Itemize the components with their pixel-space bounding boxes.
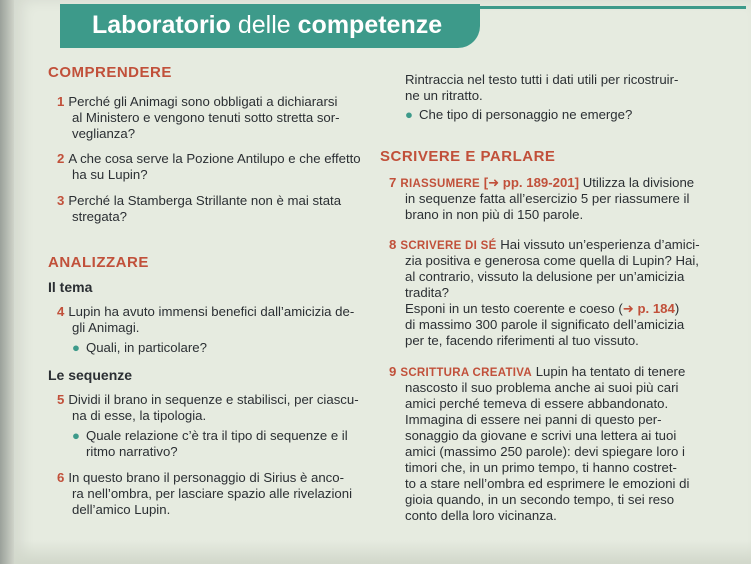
intro-bullet: ● Che tipo di personaggio ne emerge? <box>405 107 633 122</box>
bullet-icon: ● <box>405 107 413 122</box>
section-comprendere: COMPRENDERE <box>48 64 172 81</box>
question-4-line-1: 4 Lupin ha avuto immensi benefici dall’amicizia de- <box>57 304 355 319</box>
question-6-line-1: 6 In questo brano il personaggio di Sirius è anco- <box>57 470 344 485</box>
question-9-line-6: amici (massimo 250 parole): devi spiegare loro i <box>405 444 685 459</box>
question-7-line-2: in sequenze fatta all’esercizio 5 per riassumere il <box>405 191 690 206</box>
question-8-line-7: per te, facendo riferimenti al tuo vissuto. <box>405 333 639 348</box>
bullet-icon: ● <box>72 340 80 355</box>
bullet-icon: ● <box>72 428 80 443</box>
question-8-line-4: tradita? <box>405 285 449 300</box>
question-2-line-2: ha su Lupin? <box>72 167 148 182</box>
question-9-line-7: timori che, in un primo tempo, ti hanno costret- <box>405 460 677 475</box>
question-6-line-3: dell’amico Lupin. <box>72 502 171 517</box>
title-rule <box>476 6 746 9</box>
subheading-sequenze: Le sequenze <box>48 367 133 383</box>
question-1-line-1: 1 Perché gli Animagi sono obbligati a dichiararsi <box>57 94 338 109</box>
question-1-line-3: veglianza? <box>72 126 136 141</box>
intro-line-2: ne un ritratto. <box>405 88 483 103</box>
question-3-line-2: stregata? <box>72 209 127 224</box>
question-7-line-1: 7 RIASSUMERE [➜ pp. 189-201] Utilizza la divisione <box>389 175 695 190</box>
section-analizzare: ANALIZZARE <box>48 254 149 271</box>
question-5-bullet-line-2: ritmo narrativo? <box>86 444 178 459</box>
question-9-line-5: sonaggio da giovane e scrivi una lettera ai tuoi <box>405 428 677 443</box>
question-8-line-6: di massimo 300 parole il significato dell’amicizia <box>405 317 685 332</box>
question-9-line-9: gioia quando, in un secondo tempo, ti sei reso <box>405 492 675 507</box>
question-9-line-4: Immagina di essere nei panni di questo per- <box>405 412 662 427</box>
question-7-line-3: brano in non più di 150 parole. <box>405 207 584 222</box>
question-2-line-1: 2 A che cosa serve la Pozione Antilupo e che effetto <box>57 151 361 166</box>
question-5-bullet-line-1: ● Quale relazione c’è tra il tipo di sequenze e il <box>72 428 348 443</box>
book-spine-shadow <box>0 0 14 564</box>
question-9-line-3: amici perché temeva di essere abbandonato. <box>405 396 669 411</box>
question-8-line-3: al contrario, vissuto la delusione per un’amicizia <box>405 269 685 284</box>
question-9-line-2: nascosto il suo problema anche ai suoi più cari <box>405 380 679 395</box>
subheading-tema: Il tema <box>48 279 93 295</box>
page-bottom-shadow <box>14 540 751 564</box>
question-9-line-10: conto della loro vicinanza. <box>405 508 557 523</box>
intro-line-1: Rintraccia nel testo tutti i dati utili per ricostruir- <box>405 72 679 87</box>
question-1-line-2: al Ministero e vengono tenuti sotto stretta sor- <box>72 110 340 125</box>
question-8-line-5: Esponi in un testo coerente e coeso (➜ p. 184) <box>405 301 680 316</box>
page-title: Laboratorio delle competenze <box>92 11 443 39</box>
question-8-line-2: zia positiva e generosa come quella di Lupin? Hai, <box>405 253 699 268</box>
question-8-line-1: 8 SCRIVERE DI SÉ Hai vissuto un’esperienza d’amici- <box>389 237 700 252</box>
question-5-line-1: 5 Dividi il brano in sequenze e stabilisci, per ciascu- <box>57 392 359 407</box>
page-reference: [➜ pp. 189-201] <box>483 175 580 190</box>
question-5-line-2: na di esse, la tipologia. <box>72 408 207 423</box>
page-reference: ➜ p. 184 <box>622 301 675 316</box>
question-6-line-2: ra nell’ombra, per lasciare spazio alle rivelazioni <box>72 486 352 501</box>
question-3-line-1: 3 Perché la Stamberga Strillante non è mai stata <box>57 193 342 208</box>
question-9-line-1: 9 SCRITTURA CREATIVA Lupin ha tentato di tenere <box>389 364 686 379</box>
question-4-bullet: ● Quali, in particolare? <box>72 340 207 355</box>
question-9-line-8: to a stare nell’ombra ed esprimere le emozioni di <box>405 476 690 491</box>
question-4-line-2: gli Animagi. <box>72 320 140 335</box>
section-scrivere-parlare: SCRIVERE E PARLARE <box>380 148 556 165</box>
